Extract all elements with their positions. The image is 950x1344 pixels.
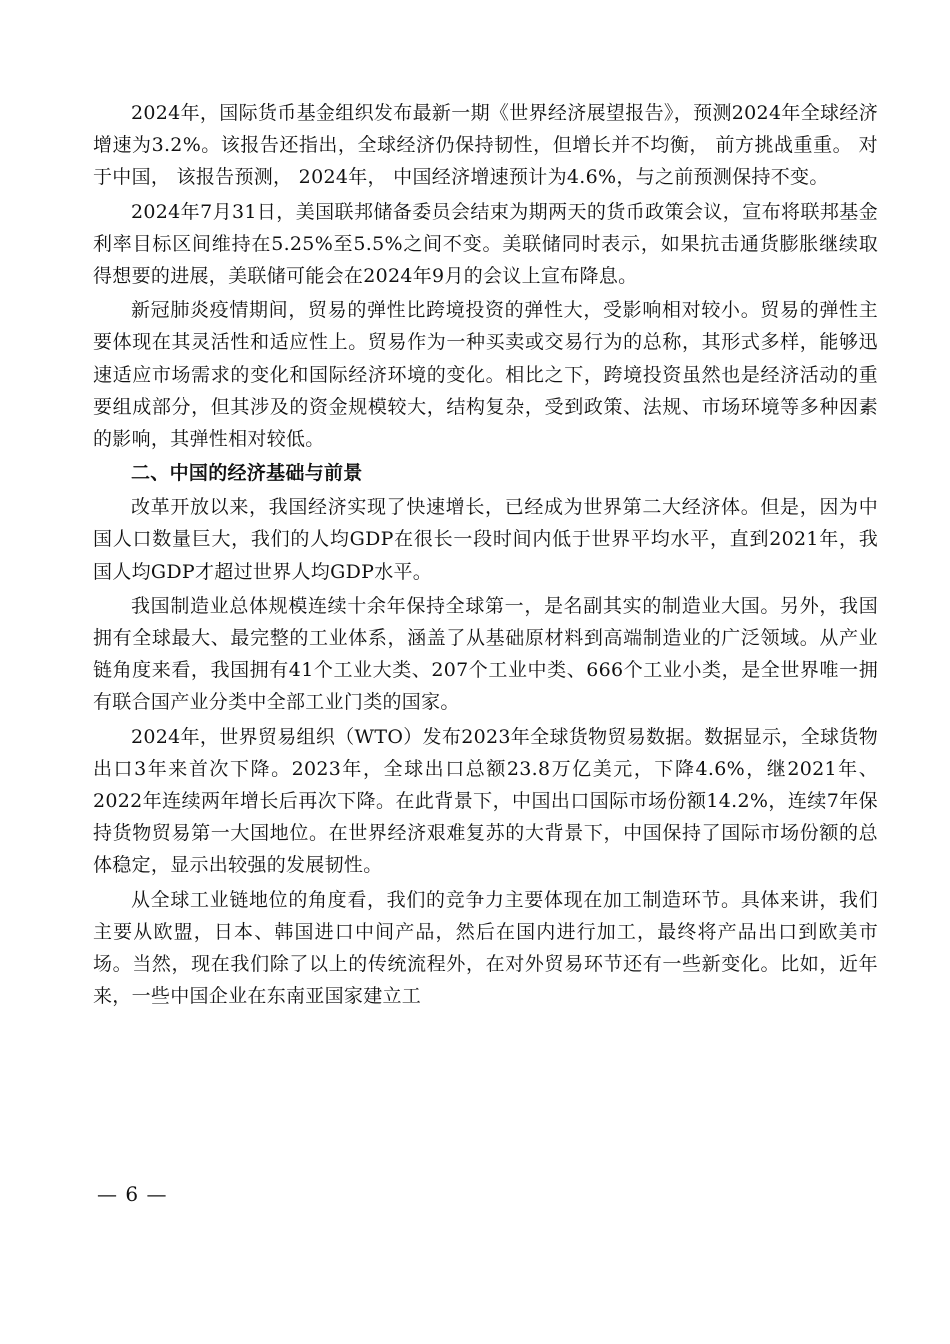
document-body (93, 97, 878, 1014)
paragraph-industrial-chain: 从全球工业链地位的角度看，我们的竞争力主要体现在加工制造环节。具体来讲，我们主要从欧盟，日本、韩国进口中间产品，然后在国内进行加工，最终将产品出口到欧美市场。当然，现在我们除了以上的传统流程外，在对外贸易环节还有一些新变化。比如，近年来，一些中国企业在东南亚国家建立工 (93, 888, 878, 1008)
page-number: — 6 — (97, 1182, 168, 1206)
paragraph-manufacturing: 我国制造业总体规模连续十余年保持全球第一，是名副其实的制造业大国。另外，我国拥有全球最大、最完整的工业体系，涵盖了从基础原材料到高端制造业的广泛领域。从产业链角度来看，我国拥有41个工业大类、207个工业中类、666个工业小类，是全世界唯一拥有联合国产业分类中全部工业门类的国家。 (93, 594, 878, 714)
paragraph-imf-forecast: 2024年，国际货币基金组织发布最新一期《世界经济展望报告》，预测2024年全球经济增速为3.2%。该报告还指出，全球经济仍保持韧性，但增长并不均衡， 前方挑战重重。 对于中国， 该报告预测， 2024年， 中国经济增速预计为4.6%，与之前预测保持不变。 (93, 102, 878, 189)
paragraph-fed-rate: 2024年7月31日，美国联邦储备委员会结束为期两天的货币政策会议，宣布将联邦基金利率目标区间维持在5.25%至5.5%之间不变。美联储同时表示，如果抗击通货膨胀继续取得想要的进展，美联储可能会在2024年9月的会议上宣布降息。 (93, 200, 878, 288)
paragraph-trade-elasticity: 新冠肺炎疫情期间，贸易的弹性比跨境投资的弹性大，受影响相对较小。贸易的弹性主要体现在其灵活性和适应性上。贸易作为一种买卖或交易行为的总称，其形式多样，能够迅速适应市场需求的变化和国际经济环境的变化。相比之下，跨境投资虽然也是经济活动的重要组成部分，但其涉及的资金规模较大，结构复杂，受到政策、法规、市场环境等多种因素的影响，其弹性相对较低。 (93, 299, 878, 451)
paragraph-gdp-growth: 改革开放以来，我国经济实现了快速增长，已经成为世界第二大经济体。但是，因为中国人口数量巨大，我们的人均GDP在很长一段时间内低于世界平均水平，直到2021年，我国人均GDP才超过世界人均GDP水平。 (93, 496, 878, 583)
section-heading: 二、中国的经济基础与前景 (131, 462, 363, 485)
paragraph-wto-trade-data: 2024年，世界贸易组织（WTO）发布2023年全球货物贸易数据。数据显示，全球货物出口3年来首次下降。2023年，全球出口总额23.8万亿美元，下降4.6%，继2021年、2022年连续两年增长后再次下降。在此背景下，中国出口国际市场份额14.2%，连续7年保持货物贸易第一大国地位。在世界经济艰难复苏的大背景下，中国保持了国际市场份额的总体稳定，显示出较强的发展韧性。 (93, 725, 878, 877)
